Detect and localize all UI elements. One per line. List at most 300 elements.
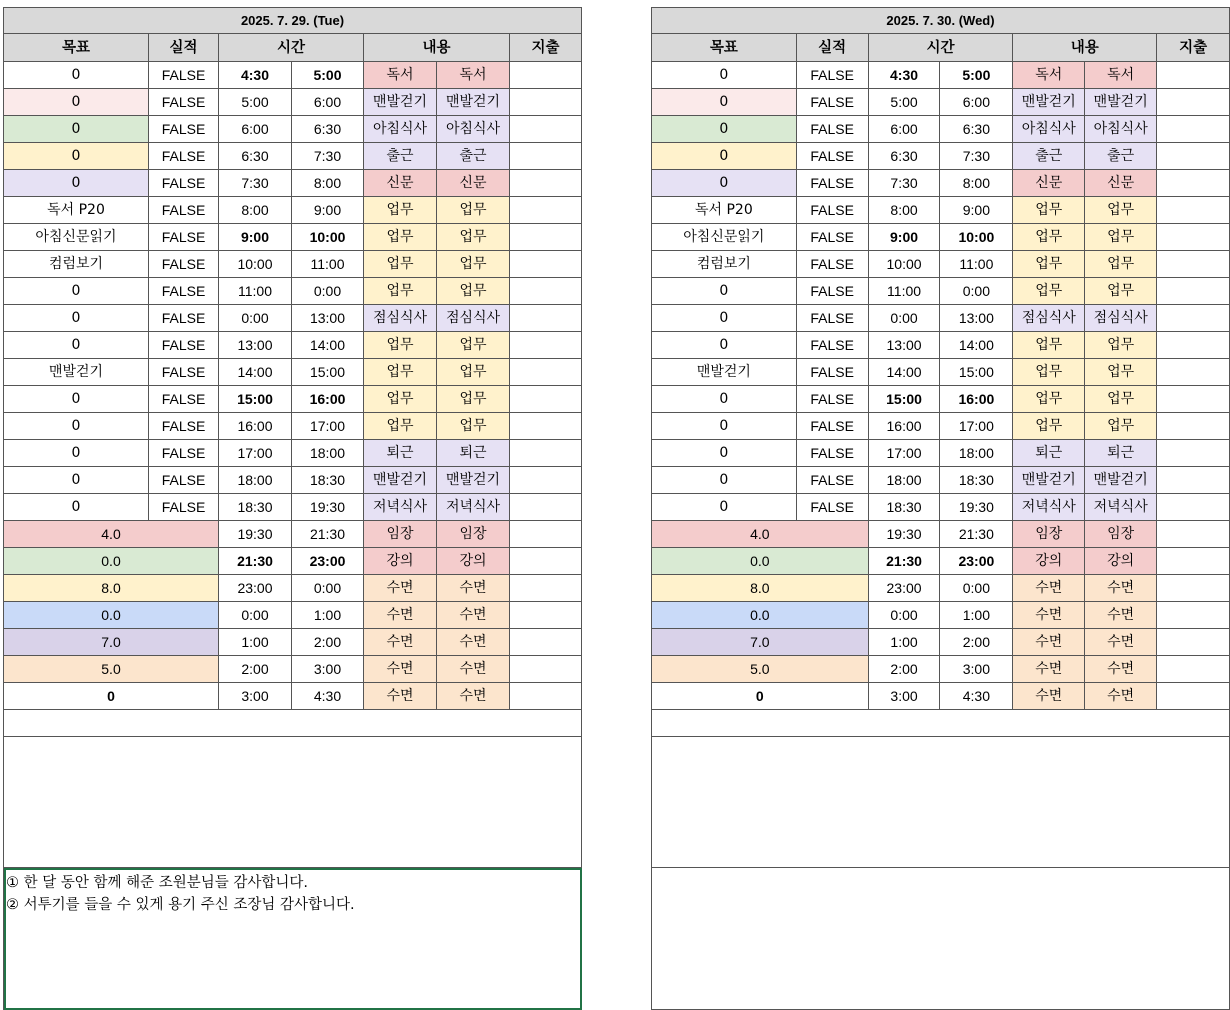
goal-cell[interactable]: 0	[4, 62, 149, 89]
result-cell[interactable]: FALSE	[149, 494, 219, 521]
end-time-cell[interactable]: 15:00	[940, 359, 1013, 386]
end-time-cell[interactable]: 23:00	[292, 548, 364, 575]
submit-cell[interactable]	[1157, 143, 1230, 170]
submit-cell[interactable]	[510, 521, 582, 548]
content-cell-1[interactable]: 수면	[364, 629, 437, 656]
submit-cell[interactable]	[510, 170, 582, 197]
goal-cell[interactable]: 독서 P20	[652, 197, 797, 224]
content-cell-2[interactable]: 수면	[1085, 683, 1157, 710]
content-cell-1[interactable]: 수면	[1013, 575, 1085, 602]
end-time-cell[interactable]: 11:00	[940, 251, 1013, 278]
memo-cell[interactable]	[4, 737, 582, 868]
result-cell[interactable]: FALSE	[149, 305, 219, 332]
content-cell-2[interactable]: 저녁식사	[1085, 494, 1157, 521]
start-time-cell[interactable]: 0:00	[219, 602, 292, 629]
blank-cell[interactable]	[652, 710, 1230, 737]
start-time-cell[interactable]: 10:00	[868, 251, 940, 278]
start-time-cell[interactable]: 8:00	[219, 197, 292, 224]
content-cell-2[interactable]: 업무	[437, 413, 510, 440]
goal-cell[interactable]: 0	[652, 467, 797, 494]
summary-value-cell[interactable]: 0.0	[652, 548, 869, 575]
content-cell-1[interactable]: 업무	[364, 386, 437, 413]
content-cell-2[interactable]: 업무	[1085, 251, 1157, 278]
content-cell-1[interactable]: 업무	[364, 413, 437, 440]
end-time-cell[interactable]: 13:00	[940, 305, 1013, 332]
start-time-cell[interactable]: 2:00	[868, 656, 940, 683]
goal-cell[interactable]: 0	[4, 494, 149, 521]
start-time-cell[interactable]: 6:00	[219, 116, 292, 143]
end-time-cell[interactable]: 21:30	[292, 521, 364, 548]
start-time-cell[interactable]: 11:00	[219, 278, 292, 305]
submit-cell[interactable]	[510, 251, 582, 278]
goal-cell[interactable]: 0	[652, 440, 797, 467]
content-cell-1[interactable]: 업무	[364, 224, 437, 251]
end-time-cell[interactable]: 0:00	[940, 575, 1013, 602]
start-time-cell[interactable]: 5:00	[868, 89, 940, 116]
submit-cell[interactable]	[1157, 116, 1230, 143]
end-time-cell[interactable]: 18:30	[940, 467, 1013, 494]
result-cell[interactable]: FALSE	[149, 386, 219, 413]
content-cell-1[interactable]: 수면	[1013, 656, 1085, 683]
start-time-cell[interactable]: 6:30	[868, 143, 940, 170]
content-cell-2[interactable]: 수면	[1085, 602, 1157, 629]
summary-value-cell[interactable]: 4.0	[4, 521, 219, 548]
end-time-cell[interactable]: 8:00	[292, 170, 364, 197]
end-time-cell[interactable]: 0:00	[292, 278, 364, 305]
content-cell-1[interactable]: 업무	[1013, 224, 1085, 251]
start-time-cell[interactable]: 6:00	[868, 116, 940, 143]
start-time-cell[interactable]: 4:30	[868, 62, 940, 89]
date-title-cell[interactable]: 2025. 7. 30. (Wed)	[652, 8, 1230, 34]
summary-value-cell[interactable]: 5.0	[652, 656, 869, 683]
content-cell-1[interactable]: 맨발걷기	[1013, 89, 1085, 116]
content-cell-2[interactable]: 수면	[437, 602, 510, 629]
result-cell[interactable]: FALSE	[149, 413, 219, 440]
end-time-cell[interactable]: 21:30	[940, 521, 1013, 548]
content-cell-2[interactable]: 수면	[437, 683, 510, 710]
submit-cell[interactable]	[510, 629, 582, 656]
submit-cell[interactable]	[1157, 386, 1230, 413]
submit-cell[interactable]	[1157, 629, 1230, 656]
content-cell-1[interactable]: 맨발걷기	[364, 467, 437, 494]
content-cell-2[interactable]: 업무	[437, 251, 510, 278]
content-cell-1[interactable]: 수면	[1013, 602, 1085, 629]
result-cell[interactable]: FALSE	[796, 278, 868, 305]
result-cell[interactable]: FALSE	[149, 224, 219, 251]
content-cell-1[interactable]: 수면	[364, 683, 437, 710]
goal-cell[interactable]: 0	[652, 305, 797, 332]
start-time-cell[interactable]: 4:30	[219, 62, 292, 89]
start-time-cell[interactable]: 18:30	[868, 494, 940, 521]
summary-value-cell[interactable]: 0	[652, 683, 869, 710]
content-cell-1[interactable]: 저녁식사	[364, 494, 437, 521]
end-time-cell[interactable]: 0:00	[292, 575, 364, 602]
content-cell-2[interactable]: 독서	[1085, 62, 1157, 89]
submit-cell[interactable]	[1157, 602, 1230, 629]
goal-cell[interactable]: 0	[4, 413, 149, 440]
goal-cell[interactable]: 0	[652, 62, 797, 89]
content-cell-2[interactable]: 아침식사	[1085, 116, 1157, 143]
content-cell-1[interactable]: 업무	[364, 251, 437, 278]
submit-cell[interactable]	[1157, 359, 1230, 386]
result-cell[interactable]: FALSE	[796, 494, 868, 521]
goal-cell[interactable]: 0	[652, 278, 797, 305]
header-submit[interactable]: 지출	[510, 34, 582, 62]
result-cell[interactable]: FALSE	[796, 467, 868, 494]
content-cell-2[interactable]: 수면	[1085, 629, 1157, 656]
content-cell-2[interactable]: 업무	[1085, 332, 1157, 359]
content-cell-1[interactable]: 업무	[1013, 278, 1085, 305]
content-cell-1[interactable]: 출근	[364, 143, 437, 170]
content-cell-1[interactable]: 업무	[364, 359, 437, 386]
end-time-cell[interactable]: 2:00	[940, 629, 1013, 656]
content-cell-1[interactable]: 아침식사	[364, 116, 437, 143]
content-cell-2[interactable]: 업무	[1085, 413, 1157, 440]
content-cell-1[interactable]: 신문	[364, 170, 437, 197]
content-cell-1[interactable]: 업무	[364, 278, 437, 305]
submit-cell[interactable]	[1157, 683, 1230, 710]
header-content[interactable]: 내용	[364, 34, 510, 62]
goal-cell[interactable]: 0	[652, 143, 797, 170]
end-time-cell[interactable]: 16:00	[940, 386, 1013, 413]
submit-cell[interactable]	[510, 224, 582, 251]
content-cell-1[interactable]: 업무	[364, 332, 437, 359]
end-time-cell[interactable]: 18:00	[940, 440, 1013, 467]
goal-cell[interactable]: 0	[4, 386, 149, 413]
submit-cell[interactable]	[1157, 521, 1230, 548]
submit-cell[interactable]	[510, 413, 582, 440]
start-time-cell[interactable]: 16:00	[868, 413, 940, 440]
summary-value-cell[interactable]: 7.0	[4, 629, 219, 656]
content-cell-1[interactable]: 임장	[1013, 521, 1085, 548]
goal-cell[interactable]: 아침신문읽기	[652, 224, 797, 251]
submit-cell[interactable]	[510, 143, 582, 170]
result-cell[interactable]: FALSE	[149, 332, 219, 359]
content-cell-2[interactable]: 맨발걷기	[1085, 89, 1157, 116]
end-time-cell[interactable]: 0:00	[940, 278, 1013, 305]
summary-value-cell[interactable]: 4.0	[652, 521, 869, 548]
content-cell-2[interactable]: 신문	[1085, 170, 1157, 197]
content-cell-2[interactable]: 업무	[437, 332, 510, 359]
goal-cell[interactable]: 0	[4, 116, 149, 143]
submit-cell[interactable]	[510, 278, 582, 305]
submit-cell[interactable]	[510, 62, 582, 89]
content-cell-2[interactable]: 점심식사	[1085, 305, 1157, 332]
result-cell[interactable]: FALSE	[149, 251, 219, 278]
content-cell-2[interactable]: 업무	[437, 224, 510, 251]
header-result[interactable]: 실적	[149, 34, 219, 62]
content-cell-2[interactable]: 업무	[1085, 197, 1157, 224]
goal-cell[interactable]: 아침신문읽기	[4, 224, 149, 251]
end-time-cell[interactable]: 8:00	[940, 170, 1013, 197]
content-cell-2[interactable]: 맨발걷기	[1085, 467, 1157, 494]
end-time-cell[interactable]: 2:00	[292, 629, 364, 656]
result-cell[interactable]: FALSE	[796, 440, 868, 467]
submit-cell[interactable]	[510, 683, 582, 710]
submit-cell[interactable]	[510, 494, 582, 521]
end-time-cell[interactable]: 6:00	[940, 89, 1013, 116]
content-cell-1[interactable]: 업무	[1013, 359, 1085, 386]
header-time[interactable]: 시간	[868, 34, 1013, 62]
end-time-cell[interactable]: 3:00	[292, 656, 364, 683]
content-cell-2[interactable]: 출근	[1085, 143, 1157, 170]
goal-cell[interactable]: 컴럼보기	[4, 251, 149, 278]
start-time-cell[interactable]: 21:30	[219, 548, 292, 575]
goal-cell[interactable]: 0	[4, 440, 149, 467]
result-cell[interactable]: FALSE	[149, 467, 219, 494]
start-time-cell[interactable]: 1:00	[219, 629, 292, 656]
content-cell-1[interactable]: 업무	[1013, 386, 1085, 413]
end-time-cell[interactable]: 1:00	[940, 602, 1013, 629]
start-time-cell[interactable]: 13:00	[868, 332, 940, 359]
start-time-cell[interactable]: 3:00	[868, 683, 940, 710]
start-time-cell[interactable]: 18:00	[219, 467, 292, 494]
blank-cell[interactable]	[4, 710, 582, 737]
goal-cell[interactable]: 0	[4, 278, 149, 305]
end-time-cell[interactable]: 6:30	[940, 116, 1013, 143]
submit-cell[interactable]	[1157, 62, 1230, 89]
goal-cell[interactable]: 0	[4, 143, 149, 170]
start-time-cell[interactable]: 2:00	[219, 656, 292, 683]
end-time-cell[interactable]: 18:00	[292, 440, 364, 467]
submit-cell[interactable]	[510, 386, 582, 413]
submit-cell[interactable]	[1157, 224, 1230, 251]
submit-cell[interactable]	[1157, 548, 1230, 575]
start-time-cell[interactable]: 0:00	[868, 602, 940, 629]
goal-cell[interactable]: 0	[4, 170, 149, 197]
submit-cell[interactable]	[510, 332, 582, 359]
goal-cell[interactable]: 0	[652, 89, 797, 116]
end-time-cell[interactable]: 9:00	[940, 197, 1013, 224]
content-cell-1[interactable]: 맨발걷기	[364, 89, 437, 116]
content-cell-1[interactable]: 독서	[1013, 62, 1085, 89]
submit-cell[interactable]	[510, 548, 582, 575]
content-cell-2[interactable]: 퇴근	[1085, 440, 1157, 467]
submit-cell[interactable]	[1157, 332, 1230, 359]
content-cell-2[interactable]: 점심식사	[437, 305, 510, 332]
start-time-cell[interactable]: 16:00	[219, 413, 292, 440]
submit-cell[interactable]	[510, 89, 582, 116]
content-cell-1[interactable]: 업무	[1013, 413, 1085, 440]
start-time-cell[interactable]: 21:30	[868, 548, 940, 575]
start-time-cell[interactable]: 11:00	[868, 278, 940, 305]
goal-cell[interactable]: 0	[652, 170, 797, 197]
submit-cell[interactable]	[1157, 278, 1230, 305]
goal-cell[interactable]: 0	[652, 332, 797, 359]
start-time-cell[interactable]: 10:00	[219, 251, 292, 278]
end-time-cell[interactable]: 18:30	[292, 467, 364, 494]
start-time-cell[interactable]: 9:00	[868, 224, 940, 251]
summary-value-cell[interactable]: 0.0	[4, 602, 219, 629]
content-cell-2[interactable]: 강의	[1085, 548, 1157, 575]
end-time-cell[interactable]: 6:30	[292, 116, 364, 143]
start-time-cell[interactable]: 15:00	[868, 386, 940, 413]
result-cell[interactable]: FALSE	[149, 89, 219, 116]
end-time-cell[interactable]: 4:30	[940, 683, 1013, 710]
goal-cell[interactable]: 0	[652, 413, 797, 440]
content-cell-2[interactable]: 임장	[1085, 521, 1157, 548]
result-cell[interactable]: FALSE	[149, 197, 219, 224]
header-time[interactable]: 시간	[219, 34, 364, 62]
start-time-cell[interactable]: 0:00	[219, 305, 292, 332]
content-cell-2[interactable]: 업무	[1085, 359, 1157, 386]
result-cell[interactable]: FALSE	[149, 359, 219, 386]
submit-cell[interactable]	[1157, 656, 1230, 683]
content-cell-1[interactable]: 퇴근	[1013, 440, 1085, 467]
content-cell-1[interactable]: 퇴근	[364, 440, 437, 467]
submit-cell[interactable]	[510, 359, 582, 386]
content-cell-2[interactable]: 수면	[1085, 575, 1157, 602]
content-cell-2[interactable]: 출근	[437, 143, 510, 170]
content-cell-1[interactable]: 맨발걷기	[1013, 467, 1085, 494]
content-cell-2[interactable]: 업무	[437, 197, 510, 224]
result-cell[interactable]: FALSE	[796, 332, 868, 359]
content-cell-2[interactable]: 수면	[437, 629, 510, 656]
submit-cell[interactable]	[1157, 89, 1230, 116]
end-time-cell[interactable]: 3:00	[940, 656, 1013, 683]
submit-cell[interactable]	[1157, 413, 1230, 440]
submit-cell[interactable]	[510, 305, 582, 332]
result-cell[interactable]: FALSE	[796, 170, 868, 197]
submit-cell[interactable]	[510, 440, 582, 467]
content-cell-2[interactable]: 맨발걷기	[437, 467, 510, 494]
content-cell-1[interactable]: 수면	[364, 656, 437, 683]
start-time-cell[interactable]: 23:00	[219, 575, 292, 602]
start-time-cell[interactable]: 3:00	[219, 683, 292, 710]
result-cell[interactable]: FALSE	[796, 251, 868, 278]
content-cell-1[interactable]: 신문	[1013, 170, 1085, 197]
end-time-cell[interactable]: 15:00	[292, 359, 364, 386]
start-time-cell[interactable]: 1:00	[868, 629, 940, 656]
memo-cell[interactable]	[652, 737, 1230, 868]
content-cell-2[interactable]: 수면	[437, 656, 510, 683]
result-cell[interactable]: FALSE	[796, 116, 868, 143]
end-time-cell[interactable]: 5:00	[940, 62, 1013, 89]
start-time-cell[interactable]: 9:00	[219, 224, 292, 251]
goal-cell[interactable]: 컴럼보기	[652, 251, 797, 278]
notes-cell[interactable]	[652, 868, 1230, 1010]
end-time-cell[interactable]: 4:30	[292, 683, 364, 710]
end-time-cell[interactable]: 1:00	[292, 602, 364, 629]
content-cell-1[interactable]: 업무	[1013, 332, 1085, 359]
start-time-cell[interactable]: 19:30	[219, 521, 292, 548]
content-cell-1[interactable]: 수면	[1013, 629, 1085, 656]
end-time-cell[interactable]: 5:00	[292, 62, 364, 89]
start-time-cell[interactable]: 14:00	[868, 359, 940, 386]
content-cell-2[interactable]: 업무	[1085, 386, 1157, 413]
content-cell-2[interactable]: 맨발걷기	[437, 89, 510, 116]
submit-cell[interactable]	[1157, 440, 1230, 467]
content-cell-2[interactable]: 업무	[1085, 278, 1157, 305]
result-cell[interactable]: FALSE	[149, 170, 219, 197]
content-cell-2[interactable]: 아침식사	[437, 116, 510, 143]
submit-cell[interactable]	[1157, 170, 1230, 197]
content-cell-1[interactable]: 업무	[1013, 251, 1085, 278]
submit-cell[interactable]	[1157, 197, 1230, 224]
result-cell[interactable]: FALSE	[796, 62, 868, 89]
start-time-cell[interactable]: 19:30	[868, 521, 940, 548]
goal-cell[interactable]: 0	[4, 89, 149, 116]
content-cell-1[interactable]: 출근	[1013, 143, 1085, 170]
submit-cell[interactable]	[510, 575, 582, 602]
content-cell-2[interactable]: 업무	[437, 359, 510, 386]
result-cell[interactable]: FALSE	[796, 197, 868, 224]
end-time-cell[interactable]: 10:00	[940, 224, 1013, 251]
summary-value-cell[interactable]: 8.0	[4, 575, 219, 602]
end-time-cell[interactable]: 17:00	[292, 413, 364, 440]
content-cell-2[interactable]: 수면	[1085, 656, 1157, 683]
header-goal[interactable]: 목표	[4, 34, 149, 62]
summary-value-cell[interactable]: 0.0	[4, 548, 219, 575]
summary-value-cell[interactable]: 0.0	[652, 602, 869, 629]
content-cell-1[interactable]: 수면	[1013, 683, 1085, 710]
result-cell[interactable]: FALSE	[796, 305, 868, 332]
submit-cell[interactable]	[510, 602, 582, 629]
submit-cell[interactable]	[510, 197, 582, 224]
content-cell-1[interactable]: 임장	[364, 521, 437, 548]
notes-cell[interactable]	[4, 868, 582, 1010]
content-cell-2[interactable]: 업무	[437, 386, 510, 413]
end-time-cell[interactable]: 16:00	[292, 386, 364, 413]
summary-value-cell[interactable]: 0	[4, 683, 219, 710]
content-cell-1[interactable]: 아침식사	[1013, 116, 1085, 143]
goal-cell[interactable]: 독서 P20	[4, 197, 149, 224]
submit-cell[interactable]	[1157, 305, 1230, 332]
start-time-cell[interactable]: 0:00	[868, 305, 940, 332]
content-cell-2[interactable]: 저녁식사	[437, 494, 510, 521]
end-time-cell[interactable]: 19:30	[292, 494, 364, 521]
result-cell[interactable]: FALSE	[149, 440, 219, 467]
summary-value-cell[interactable]: 5.0	[4, 656, 219, 683]
end-time-cell[interactable]: 17:00	[940, 413, 1013, 440]
start-time-cell[interactable]: 17:00	[868, 440, 940, 467]
date-title-cell[interactable]: 2025. 7. 29. (Tue)	[4, 8, 582, 34]
content-cell-2[interactable]: 업무	[437, 278, 510, 305]
content-cell-1[interactable]: 강의	[364, 548, 437, 575]
result-cell[interactable]: FALSE	[149, 278, 219, 305]
start-time-cell[interactable]: 15:00	[219, 386, 292, 413]
start-time-cell[interactable]: 23:00	[868, 575, 940, 602]
content-cell-2[interactable]: 퇴근	[437, 440, 510, 467]
end-time-cell[interactable]: 13:00	[292, 305, 364, 332]
content-cell-2[interactable]: 신문	[437, 170, 510, 197]
start-time-cell[interactable]: 5:00	[219, 89, 292, 116]
end-time-cell[interactable]: 23:00	[940, 548, 1013, 575]
goal-cell[interactable]: 맨발걷기	[652, 359, 797, 386]
start-time-cell[interactable]: 7:30	[219, 170, 292, 197]
content-cell-1[interactable]: 업무	[1013, 197, 1085, 224]
result-cell[interactable]: FALSE	[149, 143, 219, 170]
start-time-cell[interactable]: 8:00	[868, 197, 940, 224]
goal-cell[interactable]: 0	[652, 386, 797, 413]
content-cell-1[interactable]: 업무	[364, 197, 437, 224]
end-time-cell[interactable]: 19:30	[940, 494, 1013, 521]
submit-cell[interactable]	[510, 656, 582, 683]
result-cell[interactable]: FALSE	[796, 89, 868, 116]
header-result[interactable]: 실적	[796, 34, 868, 62]
header-submit[interactable]: 지출	[1157, 34, 1230, 62]
goal-cell[interactable]: 0	[652, 494, 797, 521]
result-cell[interactable]: FALSE	[796, 143, 868, 170]
result-cell[interactable]: FALSE	[796, 359, 868, 386]
end-time-cell[interactable]: 10:00	[292, 224, 364, 251]
result-cell[interactable]: FALSE	[149, 116, 219, 143]
start-time-cell[interactable]: 14:00	[219, 359, 292, 386]
result-cell[interactable]: FALSE	[796, 413, 868, 440]
goal-cell[interactable]: 0	[652, 116, 797, 143]
end-time-cell[interactable]: 7:30	[940, 143, 1013, 170]
submit-cell[interactable]	[510, 116, 582, 143]
